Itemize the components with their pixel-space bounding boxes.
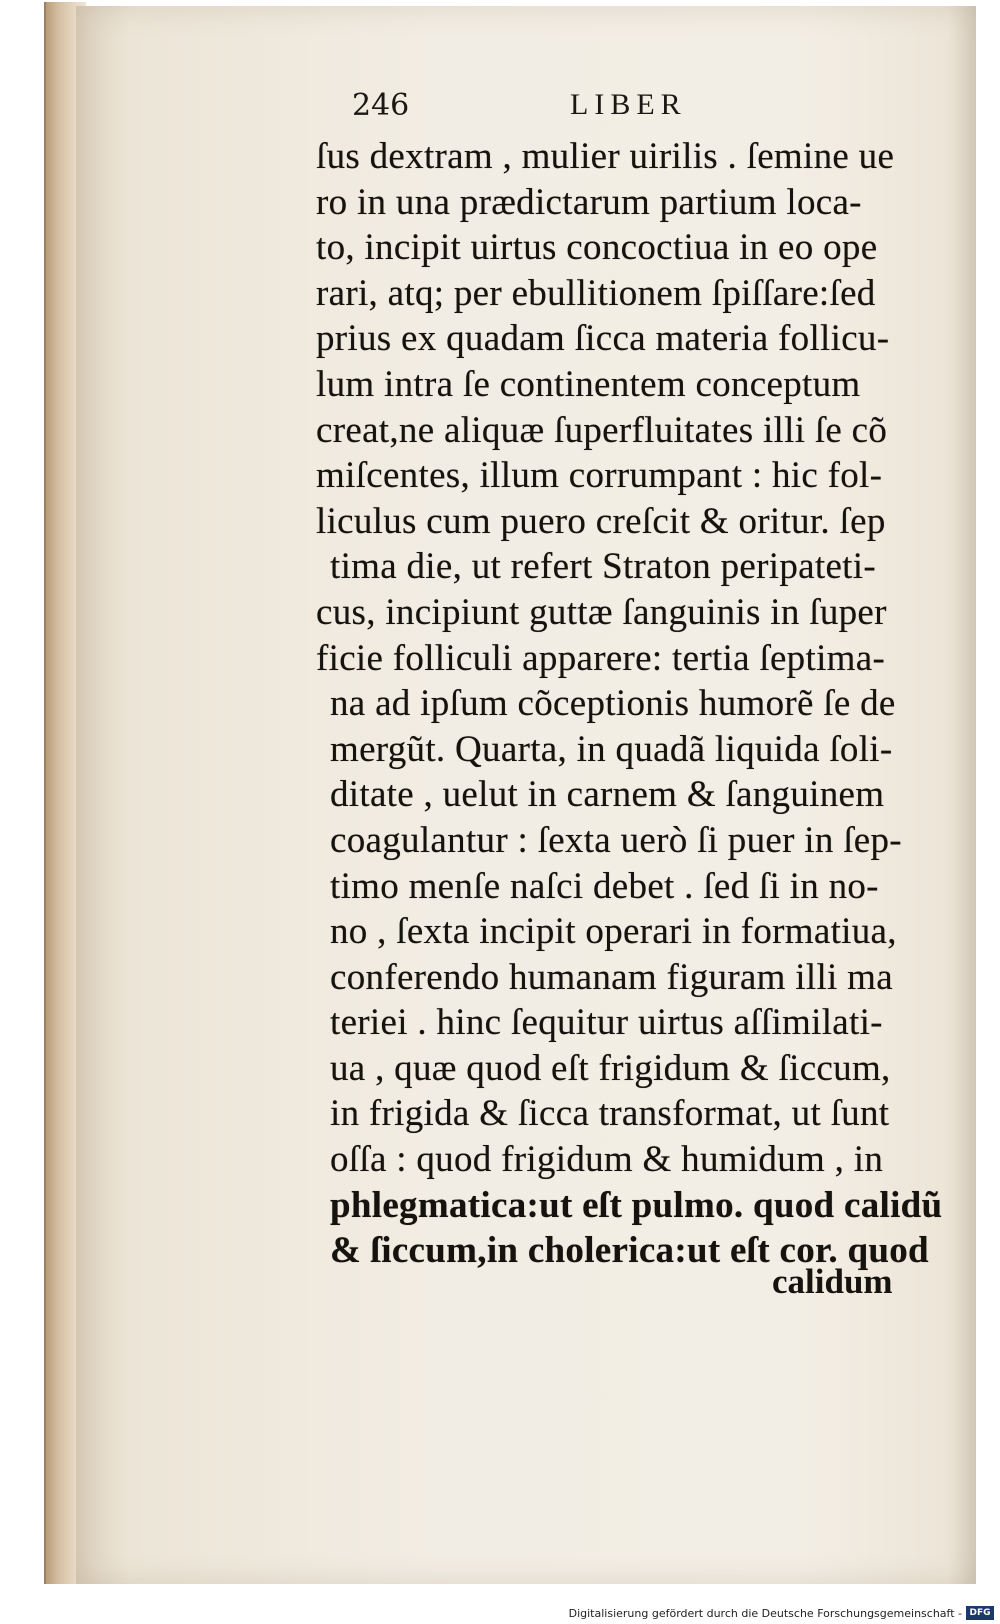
catchword: calidum [772,1262,893,1301]
text-line: ua , quæ quod eſt frigidum & ſiccum, [330,1047,891,1089]
running-head [352,88,732,128]
text-line: tima die, ut refert Straton peripateti- [330,546,876,588]
text-line: no , ſexta incipit operari in formatiua, [330,911,897,953]
text-line: conferendo humanam figuram illi ma [330,956,893,998]
text-line: creat,ne aliquæ ſuperfluitates illi ſe cõ [316,409,888,451]
text-block [316,134,976,1274]
text-line: na ad ipſum cõceptionis humorẽ ſe de [330,683,896,725]
text-line: prius ex quadam ſicca materia follicu- [316,318,890,360]
text-line: & ſiccum,in cholerica:ut eſt cor. quod [330,1230,929,1272]
text-line: ſus dextram , mulier uirilis . ſemine ue [316,136,895,177]
text-line: oſſa : quod frigidum & humidum , in [330,1139,884,1181]
text-line: cus, incipiunt guttæ ſanguinis in ſuper [316,591,887,633]
text-line: liculus cum puero creſcit & oritur. ſep [316,500,886,542]
running-title: LIBER [570,88,687,121]
text-line: lum intra ſe continentem conceptum [316,363,861,405]
text-line: teriei . hinc ſequitur uirtus aſſimilati- [330,1002,883,1044]
footer-bar [0,1604,1000,1624]
text-line: ficie folliculi apparere: tertia ſeptima- [316,637,886,679]
text-line: ditate , uelut in carnem & ſanguinem [330,774,885,816]
text-line: ro in una prædictarum partium loca- [316,181,862,223]
dfg-logo: DFG [966,1606,994,1620]
text-line: mergũt. Quarta, in quadã liquida ſoli- [330,728,893,770]
text-line: miſcentes, illum corrumpant : hic fol- [316,455,883,497]
page-number: 246 [352,88,410,123]
footer-credit: Digitalisierung gefördert durch die Deutsche Forschungsgemeinschaft - [568,1607,962,1620]
text-line: coagulantur : ſexta uerò ſi puer in ſep- [330,819,902,861]
text-line: timo menſe naſci debet . ſed ſi in no- [330,865,879,907]
text-line: in frigida & ſicca transformat, ut ſunt [330,1093,890,1135]
text-line: to, incipit uirtus concoctiua in eo ope [316,227,878,269]
text-line: rari, atq; per ebullitionem ſpiſſare:ſed [316,272,876,314]
text-line: phlegmatica:ut eſt pulmo. quod calidũ [330,1184,943,1226]
